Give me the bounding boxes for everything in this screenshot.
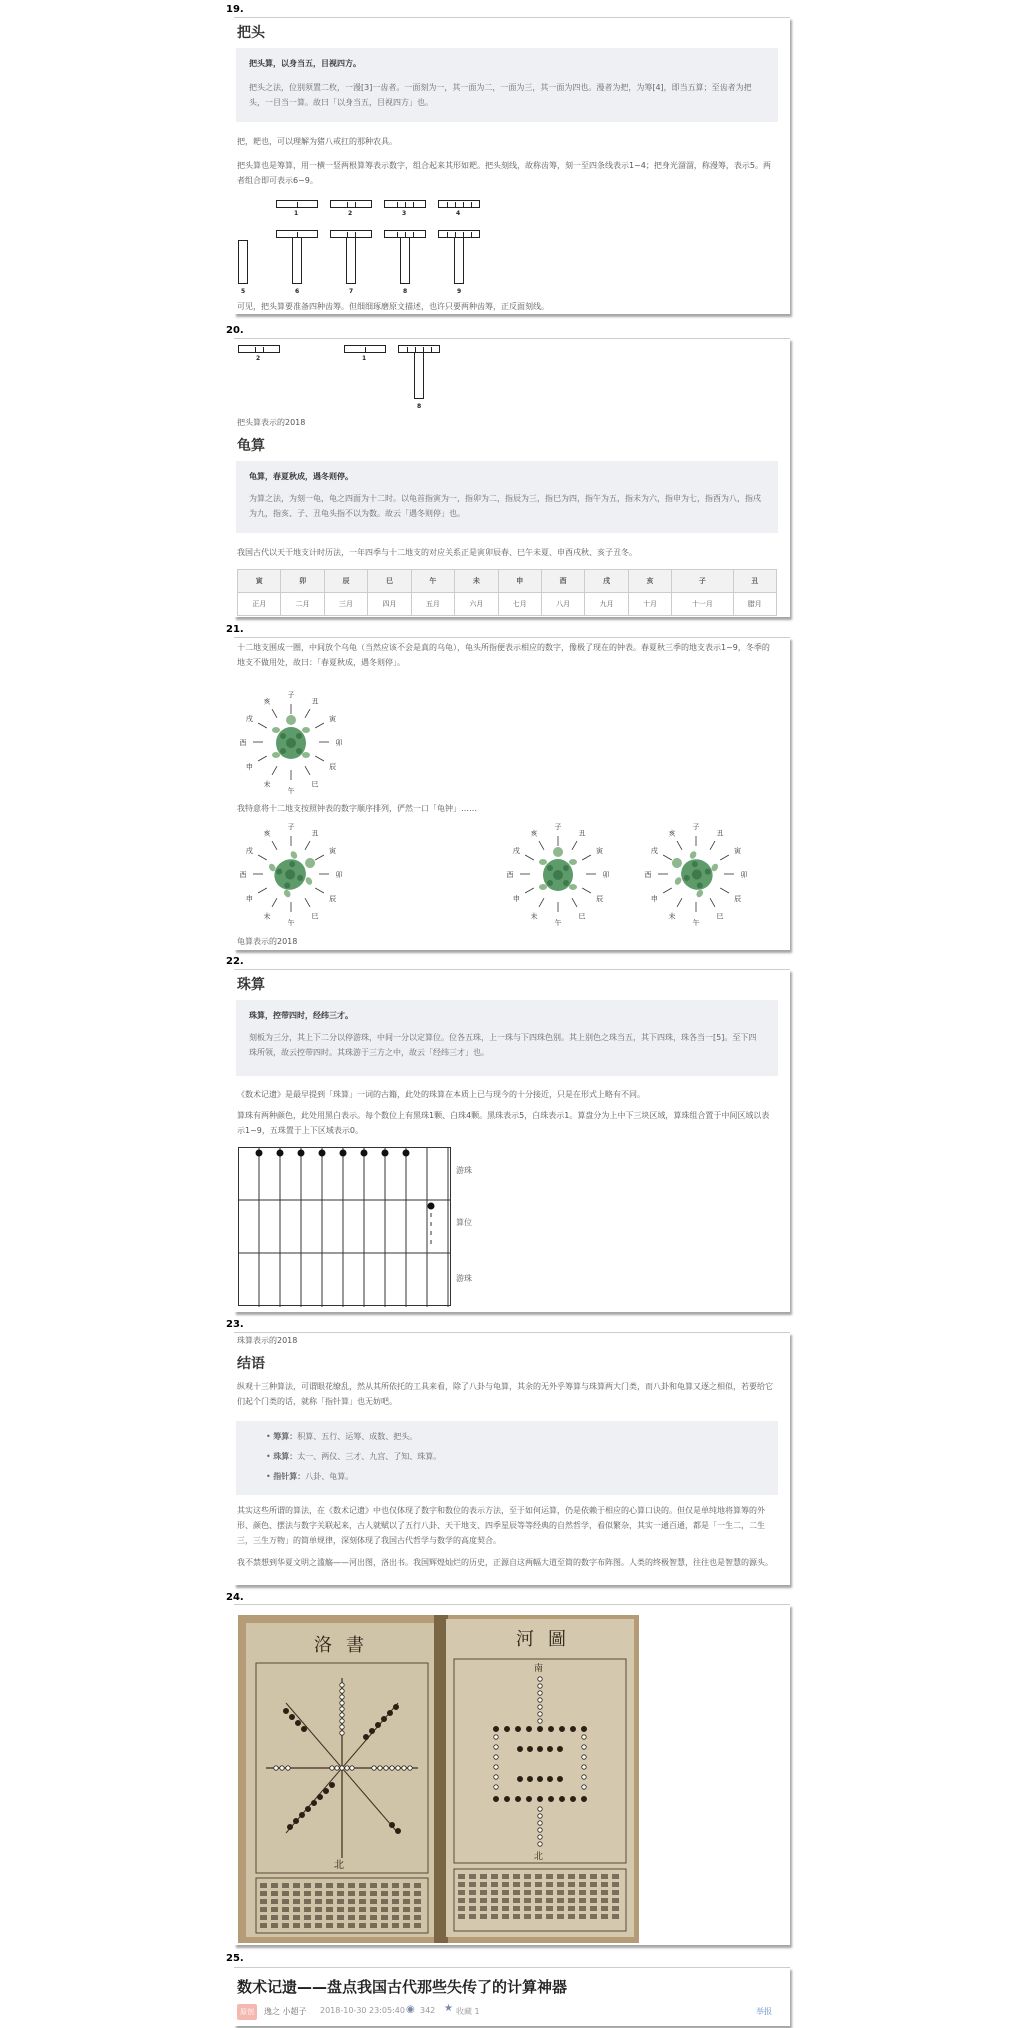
panel-25 [234, 1967, 790, 2026]
quote-block [236, 1000, 778, 1076]
panel-number: 19. [226, 4, 244, 15]
eye-icon: ◉ [406, 2004, 415, 2015]
branch-label: 酉 [506, 871, 514, 879]
turtle-icon [539, 847, 577, 891]
branch-label: 辰 [734, 895, 742, 903]
month-table [237, 569, 777, 616]
table-cell: 戌 [585, 570, 628, 593]
table-cell: 酉 [541, 570, 584, 593]
panel-21 [234, 637, 790, 950]
table-cell: 辰 [324, 570, 367, 593]
abacus-bead [256, 1150, 263, 1157]
rod-label: 7 [349, 288, 354, 295]
turtle-clock [638, 816, 754, 936]
report-link[interactable]: 举报 [756, 2007, 772, 2016]
abacus-bead [277, 1150, 284, 1157]
branch-label: 子 [692, 823, 700, 831]
author-link[interactable]: 逸之 小超子 [264, 2007, 307, 2016]
branch-label: 申 [512, 895, 520, 903]
paragraph: 算珠有两种颜色，此处用黑白表示。每个数位上有黑珠1颗、白珠4颗。黑珠表示5，白珠表示1。算盘分为上中下三块区域，算珠组合置于中间区域以表示1~9，五珠置于上下区域表示0。 [237, 1111, 770, 1135]
table-cell: 十一月 [672, 593, 733, 616]
abacus-bead [403, 1150, 410, 1157]
view-count: 342 [420, 2006, 436, 2015]
branch-label: 戌 [245, 715, 253, 723]
abacus-zone-label: 游珠 [456, 1274, 472, 1283]
branch-label: 午 [692, 919, 700, 927]
branch-label: 寅 [734, 847, 742, 855]
table-cell: 腊月 [733, 593, 776, 616]
quote-body: 为算之法，为刻一龟，龟之四面为十二时。以龟首指寅为一，指卯为二，指辰为三，指巳为四，指午为五，指未为六，指申为七，指酉为八，指戌为九，指亥、子、丑龟头指不以为数。故云「遇冬则停」也。 [249, 494, 761, 518]
table-cell: 午 [411, 570, 454, 593]
original-badge: 原创 [237, 2004, 257, 2020]
book-direction-label: 北 [534, 1852, 544, 1862]
abacus-bead [382, 1150, 389, 1157]
list-value: 积算、五行、运筹、成数、把头。 [297, 1432, 418, 1441]
turtle-icon [663, 844, 720, 899]
rod-label: 2 [256, 355, 261, 362]
panel-22 [234, 969, 790, 1312]
rod-body [292, 237, 302, 284]
table-cell: 正月 [238, 593, 281, 616]
table-cell: 七月 [498, 593, 541, 616]
table-cell: 申 [498, 570, 541, 593]
abacus-zone-label: 游珠 [456, 1166, 472, 1175]
table-cell: 九月 [585, 593, 628, 616]
branch-label: 子 [287, 691, 295, 699]
table-row [238, 593, 777, 616]
branch-label: 子 [287, 823, 295, 831]
table-cell: 四月 [368, 593, 411, 616]
branch-label: 未 [263, 780, 271, 789]
quote-block [236, 461, 778, 533]
branch-label: 巳 [578, 912, 586, 921]
branch-label: 丑 [311, 697, 319, 706]
book-title-left: 洛書 [314, 1635, 378, 1656]
turtle-icon [272, 715, 310, 759]
paragraph: 纵观十三种算法，可谓眼花缭乱，然从其所依托的工具来看，除了八卦与龟算，其余的无外乎筹算与珠算两大门类，而八卦和龟算又逐之相似，若要给它们起个门类的话，就称「指针算」也无妨吧。 [237, 1382, 773, 1406]
paragraph: 《数术记遗》是最早提到「珠算」一词的古籍，此处的珠算在本质上已与现今的十分接近，只是在形式上略有不同。 [237, 1090, 645, 1099]
branch-label: 酉 [644, 871, 652, 879]
paragraph: 其实这些所谓的算法，在《数术记遗》中也仅体现了数字和数位的表示方法，至于如何运算，仍是依赖于相应的心算口诀的。但仅是单纯地将算筹的外形、颜色、摆法与数字关联起来，古人就赋以了五行八卦、天干地支、四季星辰等等经典的自然哲学，看似繁杂，其实一通百通，都是「一生二，二生三，三生万物」的简单规律，深刻体现了我国古代哲学与数学的高度契合。 [237, 1506, 765, 1545]
rod-label: 9 [457, 288, 462, 295]
rod-body [414, 352, 424, 399]
branch-label: 巳 [311, 780, 319, 789]
quote-body: 刻板为三分，其上下二分以停游珠，中间一分以定算位。位各五珠，上一珠与下四珠色别。其上别色之珠当五，其下四珠，珠各当一[5]。至下四珠所领，故云控带四时。其珠游于三方之中，故云「经纬三才」也。 [249, 1033, 757, 1057]
branch-label: 卯 [335, 871, 343, 879]
abacus-zone-label: 算位 [456, 1218, 472, 1227]
rod-label: 1 [294, 210, 299, 217]
rod-label: 3 [402, 210, 407, 217]
paragraph: 可见，把头算要准备四种齿筹。但细细琢磨原文描述，也许只要两种齿筹，正反面刻线。 [237, 302, 549, 311]
list-key: 珠算： [273, 1452, 298, 1461]
quote-title: 把头算，以身当五，目视四方。 [249, 59, 361, 68]
panel-number: 20. [226, 325, 244, 336]
book-page-left [246, 1623, 436, 1937]
branch-label: 戌 [245, 847, 253, 855]
panel-19 [234, 17, 790, 314]
abacus-bead [361, 1150, 368, 1157]
branch-label: 寅 [596, 847, 604, 855]
branch-label: 寅 [329, 847, 337, 855]
branch-label: 辰 [596, 895, 604, 903]
branch-label: 酉 [239, 871, 247, 879]
list-item: • 珠算：太一、两仪、三才、九宫、了知、珠算。 [266, 1452, 442, 1461]
list-value: 太一、两仪、三才、九宫、了知、珠算。 [297, 1452, 442, 1461]
abacus-bead [428, 1203, 435, 1210]
caption: 龟算表示的2018 [237, 937, 298, 946]
rod-head [238, 345, 280, 353]
turtle-clock [500, 816, 616, 936]
turtle-icon [267, 844, 324, 899]
panel-number: 23. [226, 1319, 244, 1330]
publish-time: 2018-10-30 23:05:40 [320, 2006, 405, 2015]
table-cell: 卯 [281, 570, 324, 593]
branch-label: 午 [554, 919, 562, 927]
rod-label: 8 [417, 403, 422, 410]
branch-label: 卯 [335, 739, 343, 747]
branch-label: 辰 [329, 763, 337, 771]
hetu-luoshu-photo [238, 1615, 639, 1943]
list-item: • 指针算：八卦、龟算。 [266, 1472, 354, 1481]
rod-label: 2 [348, 210, 353, 217]
paragraph: 把头算也是筹算，用一横一竖两根算筹表示数字，组合起来其形如耙。把头刻线，故称齿筹，刻一至四条线表示1~4；把身光溜溜，称漫筹，表示5。两者组合即可表示6~9。 [237, 161, 771, 185]
branch-label: 巳 [716, 912, 724, 921]
branch-label: 丑 [311, 829, 319, 838]
list-key: 指针算： [273, 1472, 306, 1481]
book-page-right [446, 1619, 634, 1937]
table-cell: 十月 [628, 593, 671, 616]
rod-body [400, 237, 410, 284]
rod-head [276, 200, 318, 208]
branch-label: 丑 [716, 829, 724, 838]
rod-head [384, 200, 426, 208]
table-cell: 子 [672, 570, 733, 593]
quote-title: 龟算，春夏秋成，遇冬则停。 [249, 472, 353, 481]
rod-label: 1 [362, 355, 367, 362]
panel-24 [234, 1604, 790, 1945]
favorite-button[interactable]: 收藏 1 [456, 2007, 480, 2016]
turtle-clock [234, 684, 349, 804]
branch-label: 亥 [263, 829, 271, 838]
table-cell: 二月 [281, 593, 324, 616]
paragraph: 我特意将十二地支按照钟表的数字顺序排列，俨然一口「龟钟」…… [237, 804, 477, 813]
table-cell: 巳 [368, 570, 411, 593]
star-icon[interactable]: ★ [444, 2003, 453, 2014]
abacus-bead [340, 1150, 347, 1157]
table-row [238, 570, 777, 593]
branch-label: 戌 [650, 847, 658, 855]
book-direction-label: 南 [534, 1664, 544, 1674]
quote-block [236, 48, 778, 122]
panel-number: 24. [226, 1592, 244, 1603]
rod-body [238, 240, 248, 284]
branch-label: 卯 [602, 871, 610, 879]
panel-number: 22. [226, 956, 244, 967]
branch-label: 辰 [329, 895, 337, 903]
branch-label: 子 [554, 823, 562, 831]
branch-label: 寅 [329, 715, 337, 723]
abacus-bead [298, 1150, 305, 1157]
article-title: 数术记遗——盘点我国古代那些失传了的计算神器 [237, 1978, 568, 1996]
book-direction-label: 北 [334, 1860, 344, 1871]
panel-number: 21. [226, 624, 244, 635]
paragraph: 十二地支围成一圈，中间放个乌龟（当然应该不会是真的乌龟），龟头所指便表示相应的数字，像极了现在的钟表。春夏秋三季的地支表示1~9，冬季的地支不做用处，故曰：「春夏秋成，遇冬则停」。 [237, 643, 770, 667]
branch-label: 未 [668, 912, 676, 921]
table-cell: 丑 [733, 570, 776, 593]
table-cell: 五月 [411, 593, 454, 616]
list-key: 筹算： [273, 1432, 298, 1441]
list-block [236, 1421, 778, 1495]
branch-label: 未 [263, 912, 271, 921]
table-cell: 未 [455, 570, 498, 593]
rod-label: 8 [403, 288, 408, 295]
paragraph: 把，耙也，可以理解为猪八戒扛的那种农具。 [237, 137, 397, 146]
list-value: 八卦、龟算。 [305, 1472, 354, 1481]
table-cell: 八月 [541, 593, 584, 616]
branch-label: 申 [245, 763, 253, 771]
branch-label: 丑 [578, 829, 586, 838]
quote-title: 珠算，控带四时，经纬三才。 [249, 1011, 353, 1020]
abacus-bead [319, 1150, 326, 1157]
rod-label: 6 [295, 288, 300, 295]
paragraph: 我不禁想到华夏文明之滥觞——河出图，洛出书。我国辉煌灿烂的历史，正源自这两幅大道至简的数字布阵图。人类的终极智慧，往往也是智慧的源头。 [237, 1558, 773, 1567]
branch-label: 亥 [530, 829, 538, 838]
section-title: 珠算 [237, 977, 265, 993]
branch-label: 午 [287, 787, 295, 795]
branch-label: 亥 [668, 829, 676, 838]
rod-body [454, 237, 464, 284]
branch-label: 申 [245, 895, 253, 903]
branch-label: 亥 [263, 697, 271, 706]
rod-body [346, 237, 356, 284]
section-title: 龟算 [237, 438, 265, 454]
branch-label: 卯 [740, 871, 748, 879]
quote-body: 把头之法，位别须置二枚，一漫[3]一齿者。一面刻为一，其一面为二，一面为三，其一面为四也。漫者为把，为筹[4]，即当五算；至齿者为把头，一目当一算。故曰「以身当五，目视四方」也。 [249, 83, 752, 107]
branch-label: 酉 [239, 739, 247, 747]
panel-23 [234, 1332, 790, 1585]
branch-label: 未 [530, 912, 538, 921]
paragraph: 我国古代以天干地支计时历法，一年四季与十二地支的对应关系正是寅卯辰春、巳午未夏、申酉戌秋、亥子丑冬。 [237, 548, 637, 557]
abacus-diagram [238, 1147, 498, 1307]
rod-label: 4 [456, 210, 461, 217]
list-item: • 筹算：积算、五行、运筹、成数、把头。 [266, 1432, 418, 1441]
rod-head [330, 200, 372, 208]
branch-label: 午 [287, 919, 295, 927]
panel-number: 25. [226, 1953, 244, 1964]
branch-label: 巳 [311, 912, 319, 921]
turtle-clock [234, 816, 349, 936]
caption: 珠算表示的2018 [237, 1336, 298, 1345]
table-cell: 寅 [238, 570, 281, 593]
book-title-right: 河圖 [516, 1629, 580, 1650]
section-title: 把头 [237, 25, 265, 41]
table-cell: 六月 [455, 593, 498, 616]
rod-head [438, 200, 480, 208]
branch-label: 申 [650, 895, 658, 903]
rod-label: 5 [241, 288, 246, 295]
rod-head [344, 345, 386, 353]
table-cell: 亥 [628, 570, 671, 593]
caption: 把头算表示的2018 [237, 418, 306, 427]
branch-label: 戌 [512, 847, 520, 855]
section-title: 结语 [237, 1356, 265, 1372]
table-cell: 三月 [324, 593, 367, 616]
panel-20 [234, 338, 790, 617]
